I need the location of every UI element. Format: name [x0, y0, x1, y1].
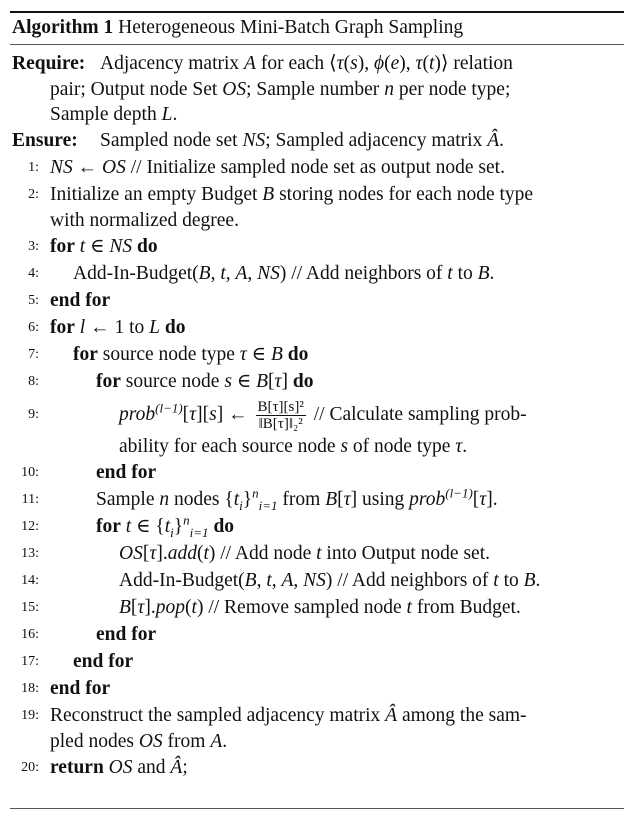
- step-content: [96, 368, 314, 395]
- text: ] using: [350, 489, 410, 510]
- text: (: [196, 543, 204, 564]
- math-symbol: t: [233, 489, 240, 510]
- step-content: [50, 754, 188, 781]
- text: ) // Add node: [208, 543, 317, 564]
- algorithm-label: Algorithm 1: [12, 17, 114, 38]
- line-number: 10:: [21, 465, 39, 480]
- step-content: [73, 341, 308, 368]
- text: pled nodes: [50, 731, 139, 752]
- algorithm-step: [12, 513, 622, 540]
- math-symbol: s: [350, 53, 358, 74]
- math-symbol: n: [159, 489, 170, 510]
- math-symbol: OS: [138, 731, 163, 752]
- math-symbol: τ: [274, 371, 282, 392]
- step-content: [73, 648, 133, 675]
- text: (: [343, 53, 351, 74]
- math-symbol: t: [203, 543, 209, 564]
- text: )⟩ relation: [434, 53, 513, 74]
- keyword: end for: [73, 651, 134, 672]
- text: Sampled node set: [100, 130, 243, 151]
- math-symbol: e: [390, 53, 400, 74]
- text: ,: [247, 263, 258, 284]
- keyword: end for: [50, 290, 111, 311]
- keyword: end for: [96, 462, 157, 483]
- keyword: do: [213, 516, 235, 537]
- line-number: 19:: [21, 708, 39, 723]
- text: .: [222, 731, 228, 752]
- step-content: [119, 567, 540, 594]
- step-content: [73, 260, 494, 287]
- text: Sample depth: [50, 104, 162, 125]
- text: ←: [72, 157, 103, 178]
- math-symbol: t: [447, 263, 453, 284]
- line-number: 13:: [21, 546, 39, 561]
- math-symbol: OS: [102, 157, 126, 178]
- keyword: do: [137, 236, 158, 257]
- step-content: [96, 621, 156, 648]
- math-symbol: NS: [109, 236, 133, 257]
- text: ) // Add neighbors of: [279, 263, 448, 284]
- math-symbol: OS: [119, 543, 143, 564]
- line-number: 11:: [21, 492, 39, 507]
- math-symbol: B: [262, 184, 275, 205]
- text: (: [185, 597, 192, 618]
- math-symbol: B: [119, 597, 131, 618]
- math-symbol: t: [79, 236, 86, 257]
- text: ) // Remove sampled node: [196, 597, 407, 618]
- text: .: [462, 436, 468, 457]
- step-content: [119, 594, 521, 621]
- line-number: 5:: [28, 293, 39, 308]
- step-content: [50, 154, 505, 181]
- text: (: [422, 53, 429, 74]
- step-content: [50, 181, 533, 208]
- step-content: [96, 459, 156, 486]
- algorithm-step: [12, 594, 622, 621]
- math-symbol: τ: [343, 489, 351, 510]
- text: ),: [357, 53, 374, 74]
- algorithm-step: [12, 434, 622, 459]
- line-number: 14:: [21, 573, 39, 588]
- step-content: [50, 314, 185, 341]
- math-symbol: B: [198, 263, 211, 284]
- text: // Calculate sampling prob-: [308, 404, 527, 425]
- keyword: for: [73, 344, 98, 365]
- text: .: [172, 104, 178, 125]
- math-symbol: Â: [385, 705, 398, 726]
- keyword: do: [292, 371, 314, 392]
- text: ∈: [85, 236, 110, 257]
- line-number: 9:: [28, 407, 39, 422]
- algorithm-caption: [12, 17, 463, 39]
- text: ].: [156, 543, 168, 564]
- text: }: [242, 489, 253, 510]
- text: source node type: [97, 344, 240, 365]
- math-symbol: B: [477, 263, 490, 284]
- superscript: (l−1): [445, 485, 473, 501]
- text: .: [535, 570, 541, 591]
- text: .: [499, 130, 505, 151]
- algorithm-step: [12, 260, 622, 287]
- step-content: [119, 395, 527, 434]
- fraction: [256, 399, 306, 432]
- algorithm-step: [12, 341, 622, 368]
- math-symbol: NS: [303, 570, 326, 591]
- math-symbol: τ: [479, 489, 487, 510]
- math-symbol: τ: [189, 404, 197, 425]
- text: source node: [120, 371, 225, 392]
- line-number: 7:: [28, 347, 39, 362]
- step-content: [119, 434, 467, 459]
- math-symbol: τ: [336, 53, 344, 74]
- math-symbol: s: [340, 436, 349, 457]
- require-line: [12, 50, 622, 77]
- text: storing nodes for each node type: [274, 184, 534, 205]
- line-number: 12:: [21, 519, 39, 534]
- algorithm-step: [12, 233, 622, 260]
- text: (: [384, 53, 391, 74]
- line-number: 16:: [21, 627, 39, 642]
- text: ,: [271, 570, 282, 591]
- math-symbol: L: [161, 104, 173, 125]
- top-rule: [10, 11, 624, 13]
- keyword: do: [164, 317, 186, 338]
- text: ;: [182, 757, 188, 778]
- text: ← 1 to: [85, 317, 150, 338]
- text: into Output node set.: [321, 543, 490, 564]
- line-number: 3:: [28, 239, 39, 254]
- text: per node type;: [393, 79, 511, 100]
- line-number: 15:: [21, 600, 39, 615]
- text: ∈: [246, 344, 271, 365]
- algorithm-step: [12, 181, 622, 208]
- keyword: return: [50, 757, 104, 778]
- math-symbol: B: [325, 489, 338, 510]
- text: to: [498, 570, 524, 591]
- step-content: [50, 702, 527, 729]
- algorithm-step: [12, 208, 622, 233]
- math-symbol: A: [210, 731, 223, 752]
- text: Reconstruct the sampled adjacency matrix: [50, 705, 386, 726]
- algorithm-step: [12, 754, 622, 781]
- fraction-denominator: ‖B[τ]‖₂²: [258, 416, 303, 433]
- math-symbol: s: [209, 404, 217, 425]
- text: [: [130, 597, 138, 618]
- math-symbol: τ: [149, 543, 157, 564]
- text: ].: [144, 597, 156, 618]
- fraction-numerator: B[τ][s]²: [257, 399, 304, 416]
- keyword: for: [96, 371, 121, 392]
- keyword: for: [50, 236, 75, 257]
- ensure-label: Ensure:: [12, 130, 78, 151]
- algorithm-step: [12, 621, 622, 648]
- text: Add-In-Budget(: [73, 263, 199, 284]
- math-symbol: Â: [170, 757, 183, 778]
- text: ; Sampled adjacency matrix: [265, 130, 488, 151]
- step-content: [119, 540, 490, 567]
- text: ability for each source node: [119, 436, 341, 457]
- math-symbol: A: [235, 263, 248, 284]
- subscript: i=1: [258, 497, 278, 513]
- superscript: n: [252, 485, 259, 501]
- text: ]: [281, 371, 293, 392]
- math-symbol: τ: [455, 436, 463, 457]
- require-line: [12, 77, 622, 102]
- algorithm-step: [12, 567, 622, 594]
- text: from: [277, 489, 326, 510]
- math-symbol: l: [79, 317, 86, 338]
- text: to: [452, 263, 478, 284]
- line-number: 8:: [28, 374, 39, 389]
- math-symbol: t: [266, 570, 272, 591]
- math-symbol: n: [384, 79, 394, 100]
- text: from Budget.: [411, 597, 521, 618]
- math-symbol: A: [281, 570, 294, 591]
- keyword: end for: [50, 678, 111, 699]
- text: nodes {: [169, 489, 234, 510]
- superscript: (l−1): [155, 400, 183, 416]
- step-content: [50, 233, 158, 260]
- line-number: 1:: [28, 160, 39, 175]
- text: [: [142, 543, 150, 564]
- math-symbol: prob: [409, 489, 446, 510]
- subscript: i: [239, 497, 243, 513]
- math-symbol: B: [256, 371, 269, 392]
- math-symbol: B: [523, 570, 536, 591]
- text: .: [489, 263, 495, 284]
- caption-rule: [10, 44, 624, 45]
- keyword: do: [287, 344, 309, 365]
- text: ,: [225, 263, 236, 284]
- algorithm-step: [12, 486, 622, 513]
- text: ,: [256, 570, 267, 591]
- step-content: [96, 513, 234, 540]
- bottom-rule: [10, 808, 624, 809]
- math-symbol: τ: [137, 597, 145, 618]
- text: // Initialize sampled node set as output node set.: [125, 157, 505, 178]
- line-number: 20:: [21, 760, 39, 775]
- algorithm-step: [12, 287, 622, 314]
- text: pair; Output node Set: [50, 79, 223, 100]
- text: from: [162, 731, 211, 752]
- text: ∈ {: [131, 516, 165, 537]
- text: Add-In-Budget(: [119, 570, 245, 591]
- math-symbol: add: [167, 543, 197, 564]
- algorithm-step: [12, 368, 622, 395]
- text: [: [268, 371, 275, 392]
- step-content: [96, 486, 498, 513]
- keyword: for: [50, 317, 75, 338]
- math-symbol: t: [125, 516, 132, 537]
- algorithm-step: [12, 540, 622, 567]
- line-number: 2:: [28, 187, 39, 202]
- text: Adjacency matrix: [100, 53, 245, 74]
- math-symbol: τ: [415, 53, 423, 74]
- math-symbol: prob: [119, 404, 156, 425]
- superscript: n: [183, 512, 190, 528]
- text: [: [182, 404, 190, 425]
- math-symbol: t: [220, 263, 226, 284]
- algorithm-step: [12, 395, 622, 434]
- text: ,: [210, 263, 221, 284]
- line-number: 17:: [21, 654, 39, 669]
- line-number: 6:: [28, 320, 39, 335]
- math-symbol: NS: [50, 157, 73, 178]
- text: ][: [196, 404, 210, 425]
- math-symbol: Â: [487, 130, 500, 151]
- text: [: [337, 489, 344, 510]
- math-symbol: s: [224, 371, 232, 392]
- line-number: 18:: [21, 681, 39, 696]
- text: Initialize an empty Budget: [50, 184, 263, 205]
- require-line: [12, 102, 622, 127]
- subscript: i=1: [189, 524, 209, 540]
- text: }: [173, 516, 184, 537]
- text: among the sam-: [397, 705, 527, 726]
- subscript: i: [170, 524, 174, 540]
- math-symbol: B: [270, 344, 283, 365]
- text: for each ⟨: [255, 53, 337, 74]
- step-content: [50, 675, 110, 702]
- math-symbol: OS: [108, 757, 133, 778]
- algorithm-body: [12, 50, 622, 781]
- math-symbol: OS: [222, 79, 247, 100]
- math-symbol: NS: [257, 263, 280, 284]
- math-symbol: t: [164, 516, 171, 537]
- math-symbol: t: [191, 597, 197, 618]
- math-symbol: A: [244, 53, 256, 74]
- text: Sample: [96, 489, 160, 510]
- keyword: for: [96, 516, 121, 537]
- step-content: [50, 208, 239, 233]
- math-symbol: ϕ: [373, 53, 385, 74]
- algorithm-step: [12, 675, 622, 702]
- text: with normalized degree.: [50, 210, 239, 231]
- text: ),: [399, 53, 416, 74]
- step-content: [50, 287, 110, 314]
- text: ,: [293, 570, 304, 591]
- algorithm-step: [12, 314, 622, 341]
- text: ; Sample number: [246, 79, 385, 100]
- math-symbol: t: [428, 53, 435, 74]
- require-label: Require:: [12, 53, 86, 74]
- math-symbol: t: [406, 597, 412, 618]
- text: ].: [486, 489, 498, 510]
- math-symbol: pop: [155, 597, 186, 618]
- keyword: end for: [96, 624, 157, 645]
- ensure-line: [12, 127, 622, 154]
- text: [: [472, 489, 480, 510]
- text: ) // Add neighbors of: [325, 570, 494, 591]
- algorithm-step: [12, 648, 622, 675]
- math-symbol: B: [244, 570, 257, 591]
- math-symbol: NS: [242, 130, 266, 151]
- math-symbol: τ: [239, 344, 247, 365]
- algorithm-title: Heterogeneous Mini-Batch Graph Sampling: [118, 17, 464, 38]
- step-content: [50, 729, 227, 754]
- text: and: [132, 757, 171, 778]
- algorithm-step: [12, 702, 622, 729]
- text: ] ←: [216, 404, 253, 425]
- math-symbol: L: [149, 317, 160, 338]
- math-symbol: t: [316, 543, 322, 564]
- algorithm-step: [12, 459, 622, 486]
- math-symbol: t: [493, 570, 499, 591]
- line-number: 4:: [28, 266, 39, 281]
- text: ∈: [231, 371, 257, 392]
- algorithm-step: [12, 154, 622, 181]
- text: of node type: [348, 436, 456, 457]
- algorithm-step: [12, 729, 622, 754]
